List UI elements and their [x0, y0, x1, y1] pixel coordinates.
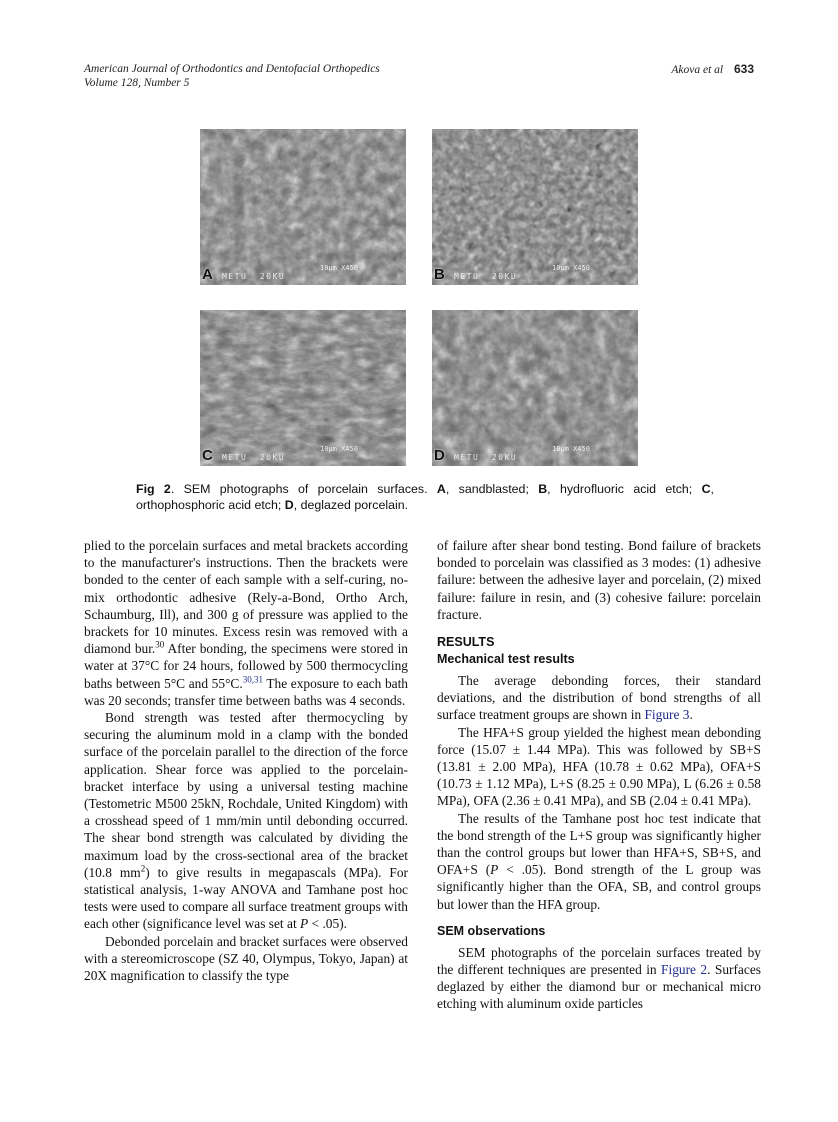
panel-label: B: [434, 266, 445, 283]
running-header-page: [671, 62, 754, 77]
figure-3-link[interactable]: Figure 3: [644, 707, 690, 723]
running-header-journal: [84, 62, 380, 90]
sem-scale: 10µm X450: [552, 264, 590, 272]
sem-meta: METU 20KU: [222, 272, 286, 281]
figure-2-link[interactable]: Figure 2: [661, 962, 708, 978]
reference-30-31[interactable]: 30,31: [242, 674, 263, 685]
sem-meta: METU 20KU: [222, 453, 286, 462]
right-column: [437, 537, 761, 1013]
figure-label: Fig 2: [136, 482, 171, 496]
panel-label: C: [202, 447, 213, 464]
section-heading-results: RESULTS: [437, 635, 495, 650]
sem-texture-hydrofluoric: [432, 129, 638, 285]
figure-caption: Fig 2. SEM photographs of porcelain surfaces. A, sandblasted; B, hydrofluoric acid etch; C, orthophosphoric acid etch; D, deglazed porcelain.: [136, 482, 714, 512]
paragraph-methods-microscopy: Debonded porcelain and bracket surfaces were observed with a stereomicroscope (SZ 40, Olympus, Tokyo, Japan) at 20X magnification to classify the type: [84, 933, 408, 984]
page-number: 633: [733, 62, 754, 76]
paragraph-results-means: The HFA+S group yielded the highest mean debonding force (15.07 ± 1.44 MPa). This was followed by SB+S (13.81 ± 2.00 MPa), HFA (10.78 ± 0.62 MPa), OFA+S (10.73 ± 1.12 MPa), L+S (8.25 ± 0.90 MPa), L (6.26 ± 0.58 MPa), OFA (2.36 ± 0.41 MPa), and SB (2.04 ± 0.41 MPa).: [437, 724, 761, 809]
reference-30[interactable]: 30: [155, 639, 165, 650]
running-authors: Akova et al: [671, 64, 724, 76]
left-column: [84, 537, 408, 984]
subsection-heading-mechanical: Mechanical test results: [437, 652, 575, 667]
subsection-heading-sem: SEM observations: [437, 923, 546, 938]
paragraph-methods-bonding: plied to the porcelain surfaces and metal brackets according to the manufacturer's instructions. Then the brackets were bonded to the center of each sample with a self-curing, no-mix orthodontic adhesive (Rely-a-Bond, Ortho Arch, Schaumburg, Ill), and 300 g of pressure was applied to the brackets for 10 minutes. Excess resin was removed with a diamond bur.$^{30}$ After bonding, the specimens were stored in water at 37°C for 24 hours, followed by 500 thermocycling baths between 5°C and 55°C.$^{30,31}$ The exposure to each bath was 20 seconds; transfer time between baths was 4 seconds.: [84, 538, 409, 708]
panel-label: A: [202, 266, 213, 283]
sem-texture-deglazed: [432, 310, 638, 466]
sem-meta: METU 20KU: [454, 453, 518, 462]
sem-image-c: [200, 310, 406, 466]
sem-scale: 10µm X450: [320, 445, 358, 453]
paragraph-results-posthoc: The results of the Tamhane post hoc test indicate that the bond strength of the L+S group was significantly higher than the control groups but lower than HFA+S, SB+S, and OFA+S (P < .05). Bond strength of the L group was significantly higher than the OFA, SB, and control groups but lower than the HFA group.: [437, 810, 761, 912]
sem-image-b: [432, 129, 638, 285]
sem-texture-orthophosphoric: [200, 310, 406, 466]
panel-label: D: [434, 447, 445, 464]
paragraph-sem-observations: SEM photographs of the porcelain surfaces treated by the different techniques are presented in Figure 2. Surfaces deglazed by either the diamond bur or mechanical micro etching with aluminum oxide particles: [437, 944, 761, 1012]
sem-image-d: [432, 310, 638, 466]
sem-texture-sandblasted: [200, 129, 406, 285]
sem-scale: 10µm X450: [552, 445, 590, 453]
paragraph-failure-modes: of failure after shear bond testing. Bond failure of brackets bonded to porcelain was classified as 3 modes: (1) adhesive failure: between the adhesive layer and porcelain, (2) mixed failure: failure in resin, and (3) cohesive failure: porcelain fracture.: [437, 538, 761, 622]
journal-title: American Journal of Orthodontics and Dentofacial Orthopedics: [84, 63, 380, 75]
paragraph-results-overview: The average debonding forces, their standard deviations, and the distribution of bond strengths of all surface treatment groups are shown in Figure 3.: [437, 673, 761, 723]
journal-volume: Volume 128, Number 5: [84, 77, 190, 89]
sem-scale: 10µm X450: [320, 264, 358, 272]
sem-image-a: [200, 129, 406, 285]
sem-meta: METU 20KU: [454, 272, 518, 281]
paragraph-methods-testing: Bond strength was tested after thermocycling by securing the aluminum mold in a clamp with the bonded surface of the porcelain parallel to the direction of the force application. Shear force was applied to the porcelain-bracket interface by using a universal testing machine (Testometric M500 25kN, Rochdale, United Kingdom) with a crosshead speed of 1 mm/min until debonding occurred. The shear bond strength was calculated by dividing the maximum load by the cross-sectional area of the bracket (10.8 $mm^2$) to give results in megapascals (MPa). For statistical analysis, 1-way ANOVA and Tamhane post hoc tests were used to compare all surface treatment groups with each other (significance level was set at P < .05).: [84, 710, 408, 932]
